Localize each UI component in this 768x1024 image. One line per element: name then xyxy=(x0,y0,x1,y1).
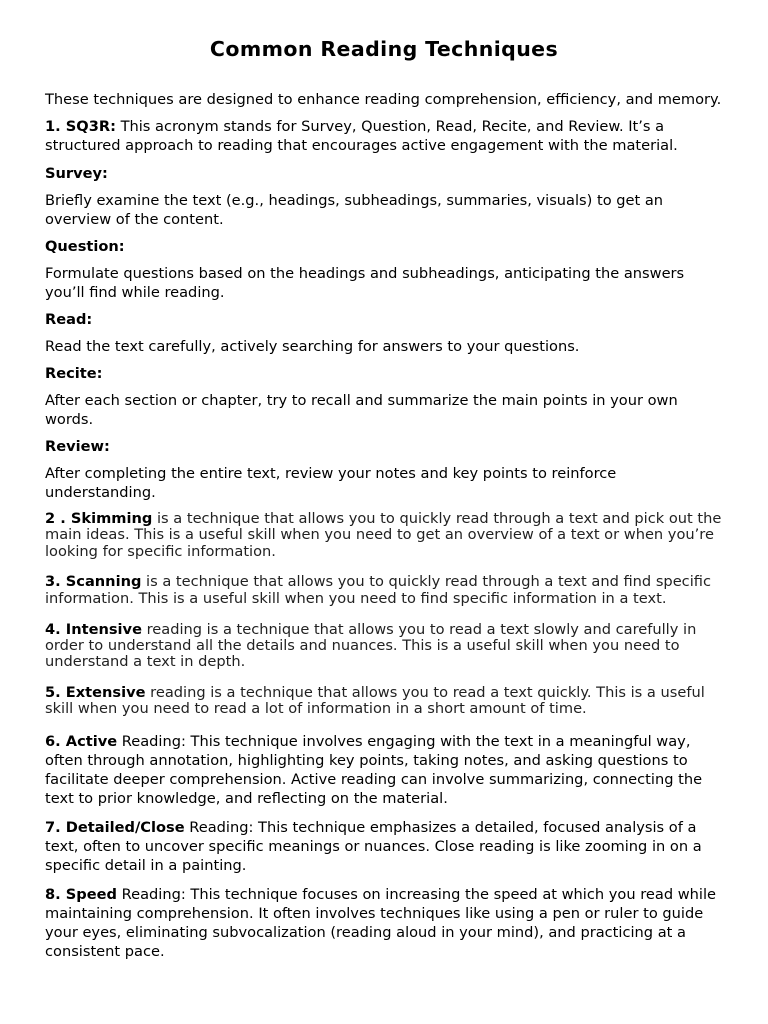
read-heading: Read: xyxy=(45,311,93,328)
technique-active xyxy=(45,732,723,808)
technique-text: Reading: This technique emphasizes a detailed, focused analysis of a text, often to uncover specific meanings or nuances. Close reading is like zooming in on a specific detail in a painting. xyxy=(45,819,702,875)
recite-text: After each section or chapter, try to recall and summarize the main points in your own words. xyxy=(45,392,678,428)
technique-label: 2 . Skimming xyxy=(45,510,153,527)
technique-speed xyxy=(45,885,723,961)
read-text: Read the text carefully, actively searching for answers to your questions. xyxy=(45,338,580,355)
recite-heading: Recite: xyxy=(45,365,103,382)
technique-text: Reading: This technique focuses on increasing the speed at which you read while maintaining comprehension. It often involves techniques like using a pen or ruler to guide your eyes, eliminating subvocalization (reading aloud in your mind), and practicing at a consistent pace. xyxy=(45,886,717,961)
question-text: Formulate questions based on the headings and subheadings, anticipating the answers you’ll find while reading. xyxy=(45,265,685,301)
technique-label: 4. Intensive xyxy=(45,620,142,638)
technique-detailed-close xyxy=(45,818,723,875)
technique-text: is a technique that allows you to quickly read through a text and pick out the main ideas. This is a useful skill when you need to get an overview of a text or when you’re looking for specific information. xyxy=(45,510,722,560)
technique-label: 3. Scanning xyxy=(45,573,142,591)
technique-label: 7. Detailed/Close xyxy=(45,819,185,837)
review-text: After completing the entire text, review your notes and key points to reinforce understanding. xyxy=(45,465,617,501)
sq3r-paragraph xyxy=(45,117,723,155)
sq3r-text: This acronym stands for Survey, Question, Read, Recite, and Review. It’s a structured approach to reading that encourages active engagement with the material. xyxy=(45,118,678,154)
technique-text: is a technique that allows you to quickly read through a text and find specific information. This is a useful skill when you need to find specific information in a text. xyxy=(45,573,711,607)
review-heading: Review: xyxy=(45,438,110,455)
technique-text: reading is a technique that allows you to read a text quickly. This is a useful skill when you need to read a lot of information in a short amount of time. xyxy=(45,684,705,718)
technique-label: 8. Speed xyxy=(45,886,117,904)
technique-label: 5. Extensive xyxy=(45,684,146,702)
technique-intensive xyxy=(45,622,723,671)
survey-text: Briefly examine the text (e.g., headings, subheadings, summaries, visuals) to get an overview of the content. xyxy=(45,192,664,228)
technique-skimming xyxy=(45,511,723,560)
intro-paragraph: These techniques are designed to enhance reading comprehension, efficiency, and memory. xyxy=(45,91,722,108)
technique-extensive xyxy=(45,685,723,718)
technique-text: Reading: This technique involves engaging with the text in a meaningful way, often through annotation, highlighting key points, taking notes, and asking questions to facilitate deeper comprehension. Active reading can involve summarizing, connecting the text to prior knowledge, and reflecting on the material. xyxy=(45,733,703,808)
page-title: Common Reading Techniques xyxy=(209,37,559,61)
technique-label: 6. Active xyxy=(45,733,118,751)
sq3r-label: 1. SQ3R: xyxy=(45,118,116,135)
question-heading: Question: xyxy=(45,238,125,255)
technique-scanning xyxy=(45,574,723,607)
technique-text: reading is a technique that allows you to read a text slowly and carefully in order to understand all the details and nuances. This is a useful skill when you need to understand a text in depth. xyxy=(45,620,697,671)
survey-heading: Survey: xyxy=(45,165,108,182)
